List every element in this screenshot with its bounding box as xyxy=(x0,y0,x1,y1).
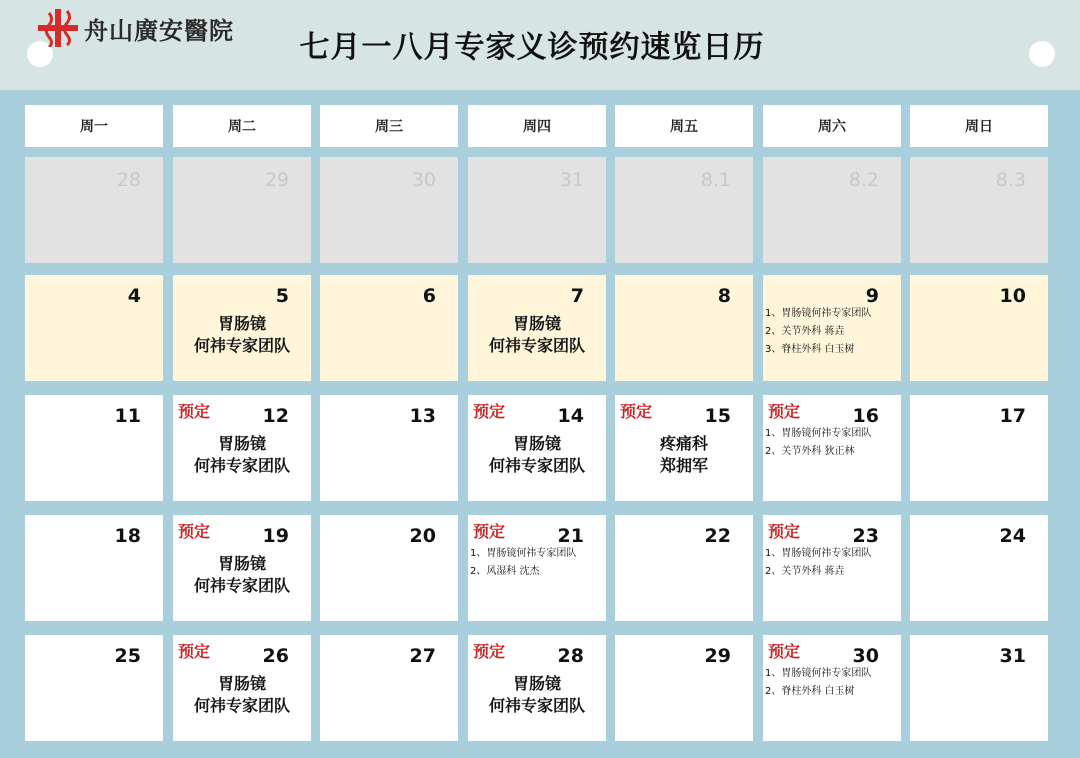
day-cell[interactable] xyxy=(615,635,753,741)
clinic-list-item: 2、关节外科 狄正林 xyxy=(765,446,855,457)
day-number: 27 xyxy=(409,645,436,667)
day-number: 31 xyxy=(559,169,584,191)
day-cell[interactable] xyxy=(910,157,1048,263)
day-cell[interactable] xyxy=(320,157,458,263)
day-number: 12 xyxy=(262,405,289,427)
clinic-info xyxy=(615,433,753,477)
clinic-list-item: 1、胃肠镜何祎专家团队 xyxy=(765,548,872,559)
day-cell[interactable] xyxy=(173,395,311,501)
clinic-line: 何祎专家团队 xyxy=(193,696,290,715)
clinic-line: 何祎专家团队 xyxy=(488,456,585,475)
clinic-line: 胃肠镜 xyxy=(217,554,266,573)
day-cell[interactable] xyxy=(763,515,901,621)
weekday-header: 周日 xyxy=(910,105,1048,147)
day-cell[interactable] xyxy=(615,157,753,263)
clinic-info xyxy=(173,673,311,717)
reserved-badge: 预定 xyxy=(178,402,211,421)
day-cell[interactable] xyxy=(320,395,458,501)
day-number: 8.1 xyxy=(700,169,731,191)
day-cell[interactable] xyxy=(615,395,753,501)
clinic-line: 何祎专家团队 xyxy=(193,576,290,595)
day-cell[interactable] xyxy=(468,275,606,381)
weekday-header: 周四 xyxy=(468,105,606,147)
clinic-list xyxy=(765,545,871,581)
weekday-header: 周五 xyxy=(615,105,753,147)
clinic-info xyxy=(173,433,311,477)
clinic-info xyxy=(173,553,311,597)
day-number: 29 xyxy=(704,645,731,667)
clinic-list-item: 1、胃肠镜何祎专家团队 xyxy=(765,308,872,319)
day-cell[interactable] xyxy=(25,515,163,621)
day-number: 16 xyxy=(852,405,879,427)
day-number: 19 xyxy=(262,525,289,547)
day-number: 30 xyxy=(852,645,879,667)
day-number: 21 xyxy=(557,525,584,547)
clinic-list-item: 2、关节外科 蒋垚 xyxy=(765,566,845,577)
day-cell[interactable] xyxy=(320,275,458,381)
clinic-line: 胃肠镜 xyxy=(512,314,561,333)
day-number: 5 xyxy=(275,285,289,307)
day-cell[interactable] xyxy=(320,635,458,741)
day-cell[interactable] xyxy=(25,395,163,501)
day-number: 13 xyxy=(409,405,436,427)
reserved-badge: 预定 xyxy=(768,522,801,541)
day-number: 4 xyxy=(127,285,141,307)
clinic-info xyxy=(468,313,606,357)
day-cell[interactable] xyxy=(910,635,1048,741)
day-number: 7 xyxy=(570,285,584,307)
weekday-header: 周一 xyxy=(25,105,163,147)
day-number: 20 xyxy=(409,525,436,547)
day-number: 25 xyxy=(114,645,141,667)
day-number: 22 xyxy=(704,525,731,547)
weekday-header: 周二 xyxy=(173,105,311,147)
reserved-badge: 预定 xyxy=(768,642,801,661)
day-number: 18 xyxy=(114,525,141,547)
day-cell[interactable] xyxy=(763,635,901,741)
day-cell[interactable] xyxy=(25,157,163,263)
clinic-list xyxy=(765,665,871,701)
day-number: 31 xyxy=(999,645,1026,667)
clinic-line: 何祎专家团队 xyxy=(488,696,585,715)
reserved-badge: 预定 xyxy=(473,522,506,541)
clinic-info xyxy=(173,313,311,357)
day-number: 8 xyxy=(717,285,731,307)
clinic-line: 胃肠镜 xyxy=(512,434,561,453)
day-number: 29 xyxy=(264,169,289,191)
calendar-header xyxy=(0,0,1080,90)
clinic-list xyxy=(765,305,871,359)
clinic-list-item: 1、胃肠镜何祎专家团队 xyxy=(765,668,872,679)
clinic-list xyxy=(765,425,871,461)
hospital-name: 舟山廣安醫院 xyxy=(84,15,234,45)
day-cell[interactable] xyxy=(25,635,163,741)
reserved-badge: 预定 xyxy=(768,402,801,421)
day-number: 26 xyxy=(262,645,289,667)
clinic-list-item: 2、风湿科 沈杰 xyxy=(470,566,540,577)
reserved-badge: 预定 xyxy=(620,402,653,421)
clinic-line: 疼痛科 xyxy=(659,434,708,453)
day-number: 28 xyxy=(557,645,584,667)
weekday-header: 周三 xyxy=(320,105,458,147)
clinic-line: 何祎专家团队 xyxy=(193,336,290,355)
page-title: 七月一八月专家义诊预约速览日历 xyxy=(299,30,765,65)
clinic-line: 何祎专家团队 xyxy=(193,456,290,475)
day-cell[interactable] xyxy=(910,395,1048,501)
day-cell[interactable] xyxy=(173,635,311,741)
day-cell[interactable] xyxy=(468,395,606,501)
day-cell[interactable] xyxy=(25,275,163,381)
day-cell[interactable] xyxy=(615,275,753,381)
clinic-line: 胃肠镜 xyxy=(512,674,561,693)
weekday-header: 周六 xyxy=(763,105,901,147)
day-number: 14 xyxy=(557,405,584,427)
day-number: 15 xyxy=(704,405,731,427)
day-number: 17 xyxy=(999,405,1026,427)
day-number: 8.2 xyxy=(848,169,879,191)
clinic-line: 胃肠镜 xyxy=(217,674,266,693)
day-number: 11 xyxy=(114,405,141,427)
day-cell[interactable] xyxy=(763,395,901,501)
clinic-list-item: 2、关节外科 蒋垚 xyxy=(765,326,845,337)
reserved-badge: 预定 xyxy=(473,402,506,421)
day-cell[interactable] xyxy=(173,275,311,381)
day-cell[interactable] xyxy=(763,275,901,381)
clinic-list xyxy=(470,545,576,581)
day-cell[interactable] xyxy=(468,157,606,263)
clinic-line: 郑拥军 xyxy=(659,456,708,475)
day-cell[interactable] xyxy=(763,157,901,263)
day-cell[interactable] xyxy=(615,515,753,621)
day-cell[interactable] xyxy=(173,515,311,621)
day-number: 6 xyxy=(422,285,436,307)
day-number: 8.3 xyxy=(995,169,1026,191)
day-number: 28 xyxy=(116,169,141,191)
clinic-list-item: 1、胃肠镜何祎专家团队 xyxy=(765,428,872,439)
day-number: 10 xyxy=(999,285,1026,307)
day-cell[interactable] xyxy=(910,275,1048,381)
reserved-badge: 预定 xyxy=(473,642,506,661)
day-number: 24 xyxy=(999,525,1026,547)
day-cell[interactable] xyxy=(468,515,606,621)
clinic-list-item: 3、脊柱外科 白玉树 xyxy=(765,344,855,355)
day-cell[interactable] xyxy=(910,515,1048,621)
clinic-info xyxy=(468,673,606,717)
clinic-list-item: 1、胃肠镜何祎专家团队 xyxy=(470,548,577,559)
day-number: 23 xyxy=(852,525,879,547)
clinic-line: 何祎专家团队 xyxy=(488,336,585,355)
clinic-line: 胃肠镜 xyxy=(217,434,266,453)
day-number: 30 xyxy=(411,169,436,191)
day-cell[interactable] xyxy=(320,515,458,621)
clinic-line: 胃肠镜 xyxy=(217,314,266,333)
day-cell[interactable] xyxy=(173,157,311,263)
reserved-badge: 预定 xyxy=(178,642,211,661)
clinic-info xyxy=(468,433,606,477)
day-cell[interactable] xyxy=(468,635,606,741)
reserved-badge: 预定 xyxy=(178,522,211,541)
clinic-list-item: 2、脊柱外科 白玉树 xyxy=(765,686,855,697)
day-number: 9 xyxy=(865,285,879,307)
